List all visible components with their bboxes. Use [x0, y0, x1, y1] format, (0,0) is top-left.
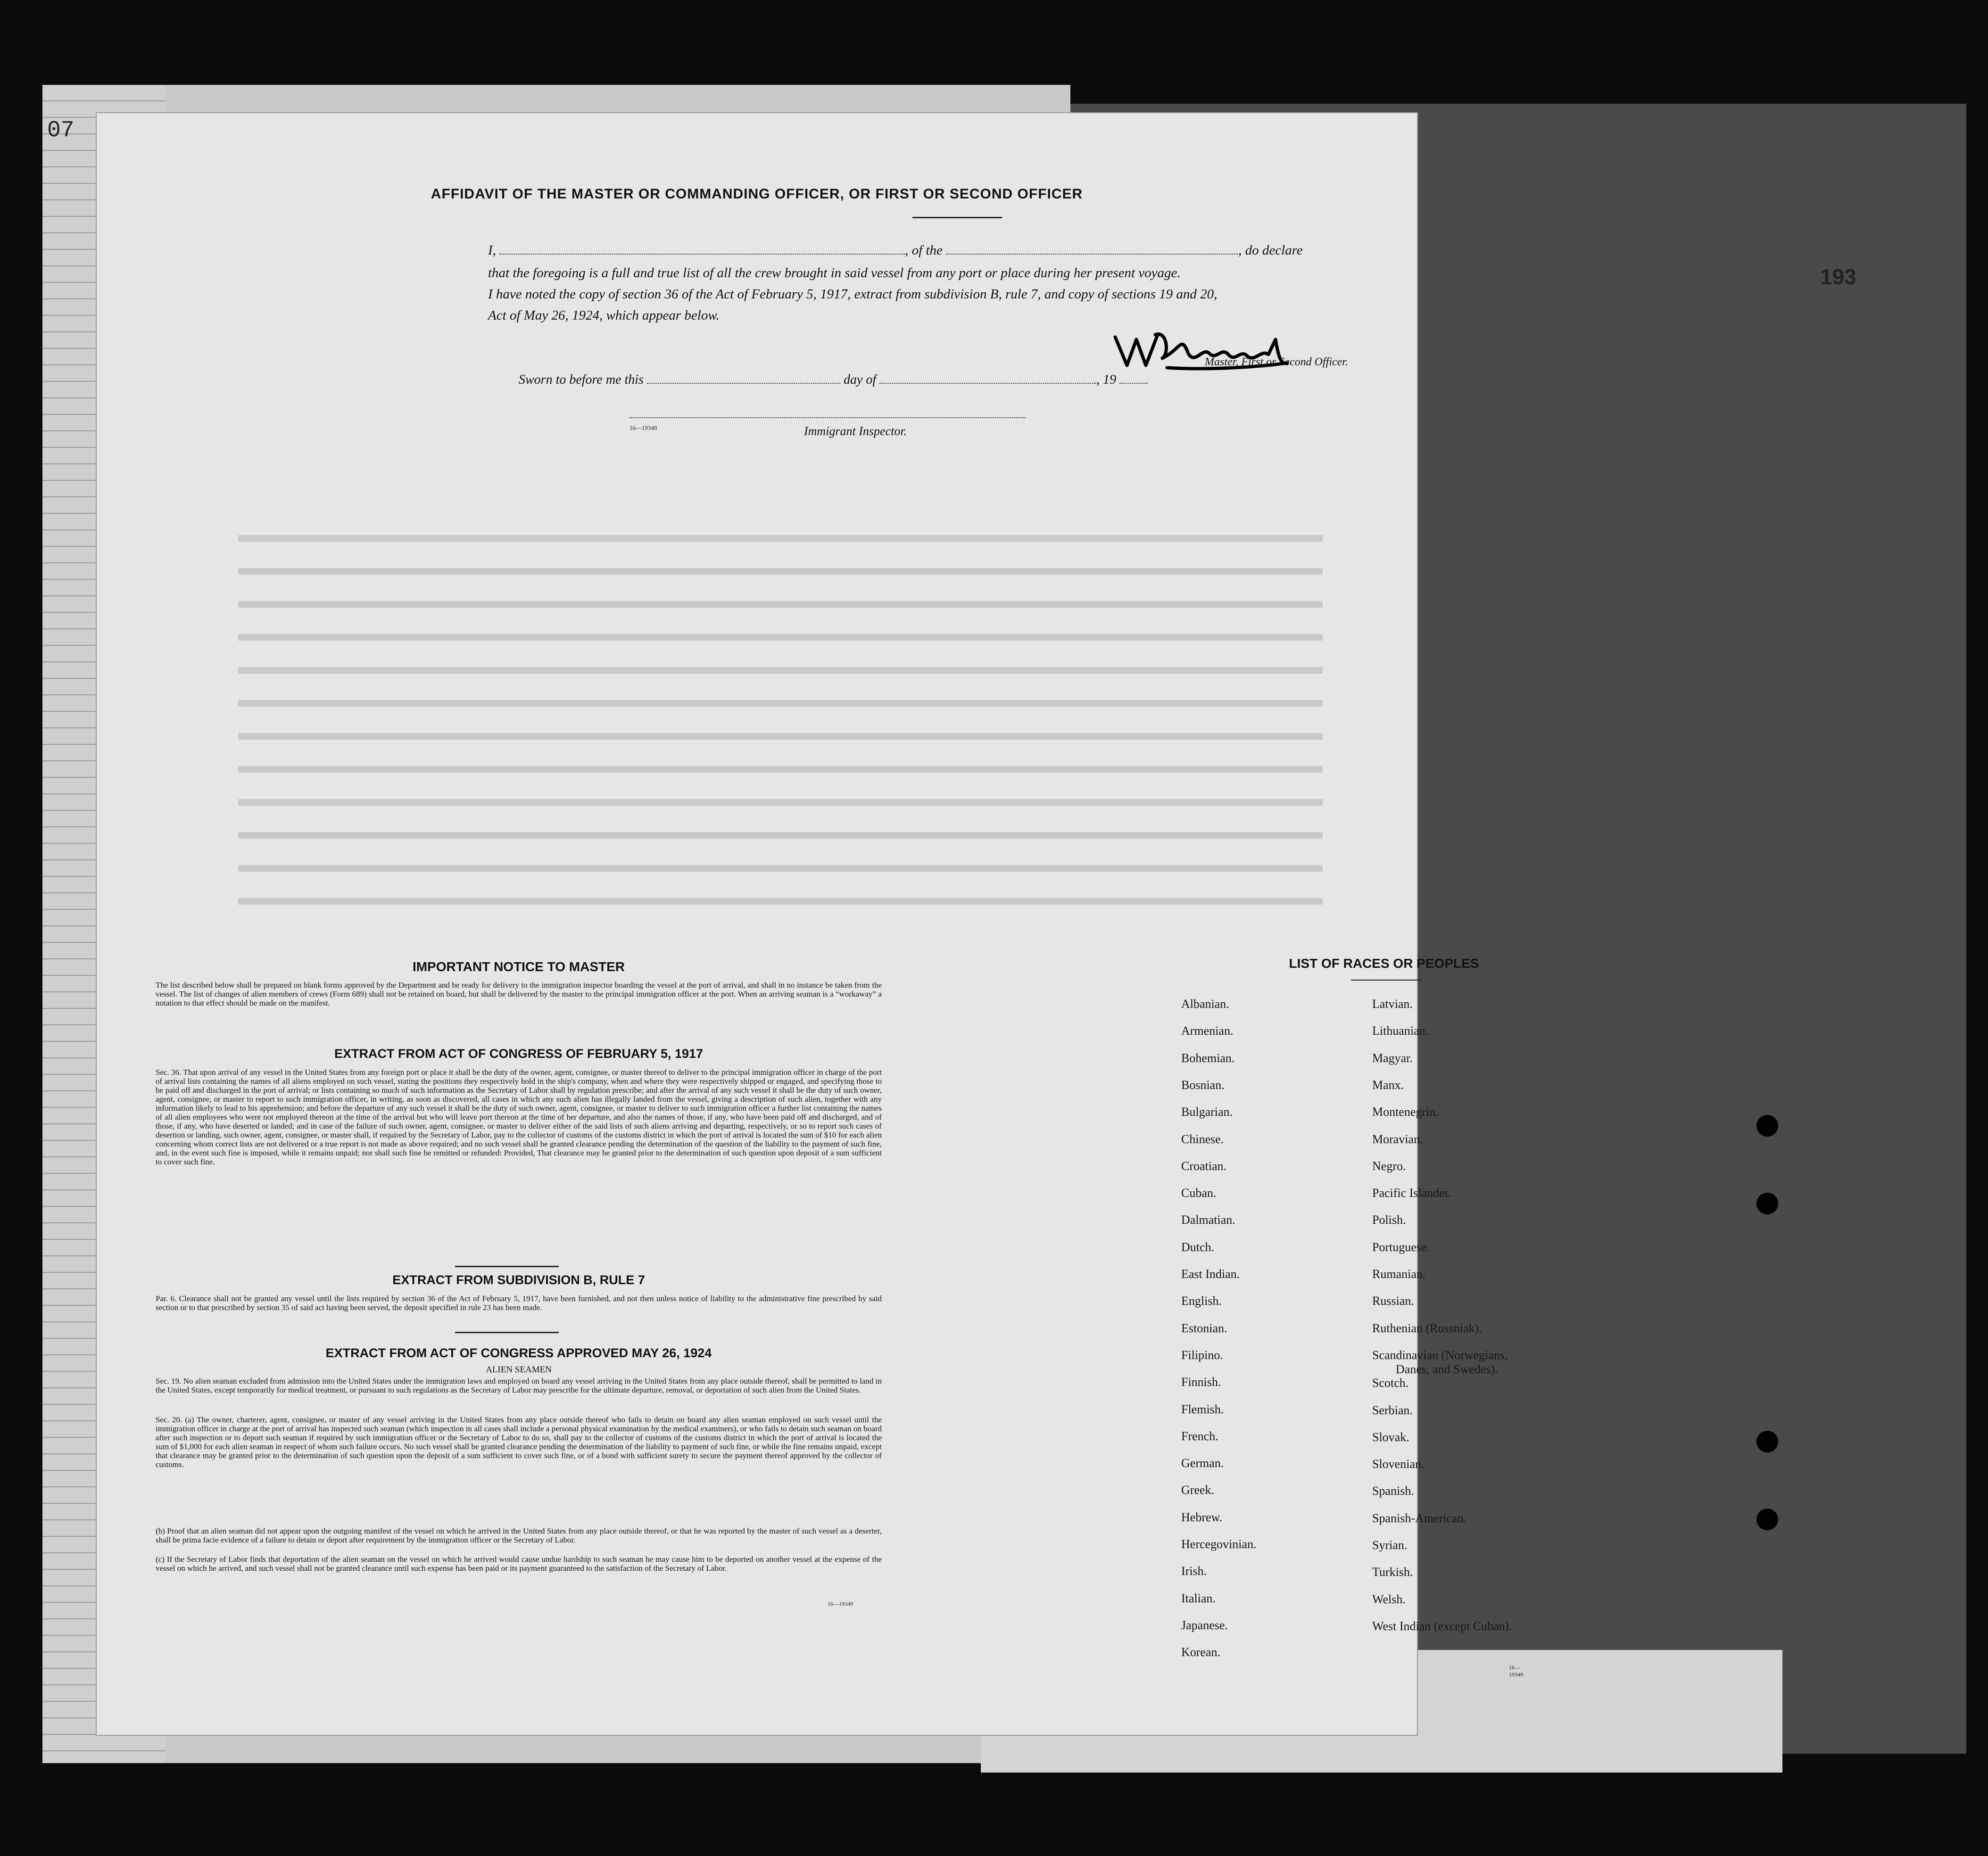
notice-text: The list described below shall be prepared on blank forms approved by the Department and be ready for delivery to the immigration inspector boarding the vessel at the port of arrival, and shall in no instance be taken from the vessel. The list of changes of alien members of crews (Form 689) shall not be retained on board, but shall be delivered by the master to the principal immigration officer at the port. When an arriving seaman is a “workaway” a notation to that effect should be made on the manifest.	[156, 981, 882, 1007]
race-item: Manx.	[1372, 1078, 1404, 1092]
race-item: East Indian.	[1181, 1267, 1240, 1281]
race-item: Chinese.	[1181, 1132, 1224, 1146]
inspector-form-number: 16—19349	[630, 424, 657, 431]
race-item: Flemish.	[1181, 1402, 1224, 1416]
binder-hole	[1756, 1193, 1778, 1214]
extract-1924-sec19: Sec. 19. No alien seaman excluded from admission into the United States under the immigration laws and employed on board any vessel arriving in the United States from any place outside thereof, shall be permitted to land in the United States, except temporarily for medical treatment, or pursuant to such regulations as the Secretary of Labor may prescribe for the ultimate departure, removal, or deportation of such alien from the United States.	[156, 1377, 882, 1394]
year-prefix: , 19	[1096, 372, 1117, 387]
day-of-label: day of	[843, 372, 877, 387]
do-declare-label: , do declare	[1238, 243, 1303, 258]
edge-marks: 07	[47, 118, 75, 143]
sworn-year-blank	[1119, 383, 1148, 384]
race-item: Albanian.	[1181, 997, 1229, 1011]
of-the-label: , of the	[905, 243, 943, 258]
race-item: Latvian.	[1372, 997, 1413, 1011]
signer-caption: Master, First or Second Officer.	[1205, 356, 1348, 368]
race-item: Korean.	[1181, 1645, 1221, 1659]
race-item: Slovenian.	[1372, 1457, 1425, 1471]
race-item: French.	[1181, 1429, 1218, 1443]
extract-rule7-title: EXTRACT FROM SUBDIVISION B, RULE 7	[392, 1273, 645, 1287]
race-item: Magyar.	[1372, 1051, 1413, 1065]
declarant-name-blank	[499, 254, 905, 255]
race-item: Bohemian.	[1181, 1051, 1235, 1065]
declaration-text-2: that the foregoing is a full and true list of all the crew brought in said vessel from any port or place during her present voyage.	[488, 265, 1181, 280]
race-item: Dutch.	[1181, 1240, 1215, 1254]
races-title: LIST OF RACES OR PEOPLES	[1289, 956, 1479, 971]
declaration-text-3: I have noted the copy of section 36 of the Act of February 5, 1917, extract from subdivision B, rule 7, and copy of sections 19 and 20,	[488, 287, 1218, 302]
extract-1924-title: EXTRACT FROM ACT OF CONGRESS APPROVED MAY 26, 1924	[325, 1346, 712, 1360]
race-item: Armenian.	[1181, 1024, 1234, 1038]
extract-1924-sec20b: (b) Proof that an alien seaman did not appear upon the outgoing manifest of the vessel on which he arrived in the United States from any place outside thereof, or that he was reported by the master of such vessel as a deserter, shall be prima facie evidence of a failure to detain or deport after requirement by the immigration officer or the Secretary of Labor.	[156, 1526, 882, 1544]
race-item: Italian.	[1181, 1592, 1216, 1605]
inspector-caption: Immigrant Inspector.	[804, 424, 907, 438]
sworn-day-blank	[647, 383, 840, 384]
sworn-prefix: Sworn to before me this	[519, 372, 644, 387]
race-item: Lithuanian.	[1372, 1024, 1429, 1038]
races-title-rule	[1351, 980, 1422, 981]
declaration-line	[488, 243, 1303, 258]
race-item: Slovak.	[1372, 1430, 1409, 1444]
race-item: Scotch.	[1372, 1376, 1409, 1390]
title-rule	[912, 217, 1002, 218]
race-item: Filipino.	[1181, 1348, 1223, 1362]
declaration-text-4: Act of May 26, 1924, which appear below.	[488, 308, 720, 323]
race-item: Irish.	[1181, 1564, 1207, 1578]
race-item: Croatian.	[1181, 1159, 1227, 1173]
race-item: West Indian (except Cuban).	[1372, 1619, 1512, 1633]
race-item: Greek.	[1181, 1483, 1215, 1497]
race-item: Serbian.	[1372, 1403, 1413, 1417]
race-item: Hercegovinian.	[1181, 1537, 1257, 1551]
race-item: Moravian.	[1372, 1132, 1423, 1146]
vessel-name-blank	[946, 254, 1238, 255]
race-item: Finnish.	[1181, 1375, 1221, 1389]
race-item: Estonian.	[1181, 1321, 1227, 1335]
race-item: Negro.	[1372, 1159, 1406, 1173]
declarant-prefix: I,	[488, 243, 496, 258]
section-divider	[455, 1266, 559, 1267]
race-item: Spanish.	[1372, 1484, 1414, 1498]
race-item: Syrian.	[1372, 1538, 1408, 1552]
race-item: German.	[1181, 1456, 1224, 1470]
extract-rule7-text: Par. 6. Clearance shall not be granted any vessel until the lists required by section 36 of the Act of February 5, 1917, have been furnished, and not then unless notice of liability to the administrative fine prescribed by said section or to that prescribed by section 35 of said act having been served, the deposit specified in rule 23 has been made.	[156, 1294, 882, 1312]
race-item: Montenegrin.	[1372, 1105, 1439, 1119]
race-item: Scandinavian (Norwegians,	[1372, 1348, 1508, 1362]
extract-1924-sec20a: Sec. 20. (a) The owner, charterer, agent, consignee, or master of any vessel arriving in the United States from any place outside thereof who fails to detain on board any alien seaman employed on such vessel until the immigration officer in charge at the port of arrival has inspected such seaman (which inspection in all cases shall include a personal physical examination by the medical examiners), or who fails to detain such seaman on board after such inspection or to deport such seaman if required by such immigration officer or the Secretary of Labor to do so, shall pay to the collector of customs of the customs district in which the port of arrival is located the sum of $1,000 for each alien seaman in respect of whom such failure occurs. No such vessel shall be granted clearance pending the determination of the liability to payment of such fine, or while the fine remains unpaid, except that clearance may be granted prior to the determination of such question upon the deposit of a sum sufficient to cover such fine, or of a bond with sufficient surety to secure the payment thereof approved by the collector of customs.	[156, 1415, 882, 1469]
binder-hole	[1756, 1509, 1778, 1530]
affidavit-page	[97, 113, 1523, 1735]
race-item: Russian.	[1372, 1294, 1414, 1308]
race-item: Pacific Islander.	[1372, 1186, 1451, 1200]
extract-1924-sec20c: (c) If the Secretary of Labor finds that deportation of the alien seaman on the vessel on which he arrived would cause undue hardship to such seaman he may cause him to be deported on another vessel at the expense of the vessel on which he arrived, and such vessel shall not be granted clearance until such expense has been paid or its payment guaranteed to the satisfaction of the Secretary of Labor.	[156, 1555, 882, 1573]
inspector-signature-blank	[630, 417, 1026, 418]
races-form-number: 16—19349	[1509, 1664, 1523, 1678]
race-item: Welsh.	[1372, 1592, 1406, 1606]
race-item: Cuban.	[1181, 1186, 1217, 1200]
race-item: Spanish-American.	[1372, 1511, 1467, 1525]
race-item: Portuguese.	[1372, 1240, 1430, 1254]
alien-seamen-subtitle: ALIEN SEAMEN	[486, 1365, 552, 1375]
race-item: Polish.	[1372, 1213, 1406, 1227]
race-item: Japanese.	[1181, 1618, 1228, 1632]
race-item: Bosnian.	[1181, 1078, 1225, 1092]
section-divider	[455, 1332, 559, 1333]
sworn-line	[519, 372, 1148, 388]
race-item: Hebrew.	[1181, 1510, 1223, 1524]
sworn-month-blank	[879, 383, 1096, 384]
notice-title: IMPORTANT NOTICE TO MASTER	[412, 959, 625, 974]
race-item: Rumanian.	[1372, 1267, 1426, 1281]
race-item: Turkish.	[1372, 1565, 1413, 1579]
race-item: Dalmatian.	[1181, 1213, 1235, 1227]
race-item: Bulgarian.	[1181, 1105, 1233, 1119]
binder-hole	[1756, 1431, 1778, 1452]
extract-form-number: 16—19349	[828, 1600, 853, 1607]
race-item: Danes, and Swedes).	[1396, 1362, 1498, 1376]
extract-1917-text: Sec. 36. That upon arrival of any vessel in the United States from any foreign port or place it shall be the duty of the owner, agent, consignee, or master thereof to deliver to the principal immigration officer in charge of the port of arrival lists containing the names of all aliens employed on such vessel, stating the positions they respectively hold in the ship's company, when and where they were respectively shipped or engaged, and specifying those to be paid off and discharged in the port of arrival; or lists containing so much of such information as the Secretary of Labor shall by regulation prescribe; and after the arrival of any such vessel it shall be the duty of such owner, agent, consignee, or master to report to such immigration officer, in writing, as soon as discovered, all cases in which any such alien has illegally landed from the vessel, giving a description of such alien, together with any information likely to lead to his apprehension; and before the departure of any such vessel it shall be the duty of such owner, agent, consignee, or master to deliver to such immigration officer a further list containing the names of all alien employees who were not employed thereon at the time of the arrival but who will leave port thereon at the time of her departure, and also the names of those, if any, who have been paid off and discharged, and of those, if any, who have deserted or landed; and in case of the failure of such owner, agent, consignee, or master to deliver either of the said lists of such aliens arriving and departing, respectively, or so to report such cases of desertion or landing, such owner, agent, consignee, or master shall, if required by the Secretary of Labor, pay to the collector of customs of the customs district in which the port of arrival is located the sum of $10 for each alien concerning whom correct lists are not delivered or a true report is not made as above required; and no such vessel shall be granted clearance pending the determination of the question of the liability to the payment of such fine, and, in the event such fine is imposed, while it remains unpaid; nor shall such fine be remitted or refunded: Provided, That clearance may be granted prior to the determination of such question upon deposit of a sum sufficient to cover such fine.	[156, 1068, 882, 1166]
race-item: Ruthenian (Russniak).	[1372, 1321, 1482, 1335]
race-item: English.	[1181, 1294, 1222, 1308]
binder-hole	[1756, 1115, 1778, 1137]
affidavit-title: AFFIDAVIT OF THE MASTER OR COMMANDING OFFICER, OR FIRST OR SECOND OFFICER	[431, 186, 1083, 202]
page-number-right: 193	[1820, 264, 1856, 289]
extract-1917-title: EXTRACT FROM ACT OF CONGRESS OF FEBRUARY 5, 1917	[334, 1047, 704, 1061]
